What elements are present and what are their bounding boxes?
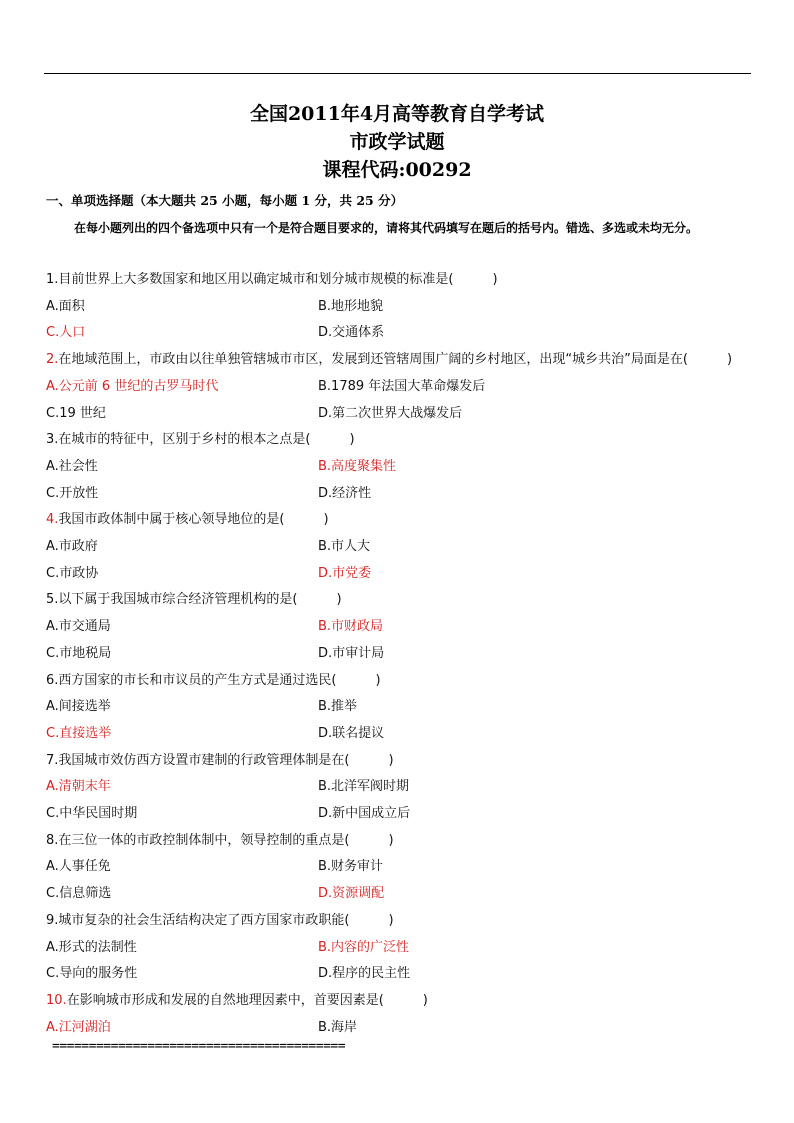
top-rule [44, 73, 751, 74]
option: B.市人大 [318, 539, 371, 554]
answer-option: D.资源调配 [318, 886, 385, 902]
question-stem: 在地域范围上，市政由以往单独管辖城市市区，发展到还管辖周围广阔的乡村地区，出现“城乡共治”局面是在( ) [58, 352, 733, 368]
option: A.面积 [46, 298, 85, 314]
question-text [46, 431, 355, 449]
question-number: 4. [46, 512, 59, 528]
question-stem: 在影响城市形成和发展的自然地理因素中，首要因素是( ) [66, 992, 428, 1008]
option: D.交通体系 [318, 325, 385, 341]
option: C.19 世纪 [46, 405, 106, 421]
option: D.第二次世界大战爆发后 [318, 405, 463, 421]
section-title: 一、单项选择题（本大题共 25 小题，每小题 1 分，共 25 分） [46, 193, 404, 208]
option: C.信息筛选 [46, 886, 112, 902]
exam-header [0, 100, 794, 184]
question-text [46, 351, 732, 369]
question-number: 2. [46, 352, 59, 368]
answer-option: B.高度聚集性 [318, 458, 397, 474]
option: D.程序的民主性 [318, 966, 411, 982]
question-text [46, 271, 498, 289]
question-number: 6. [46, 672, 59, 688]
question-stem: 在城市的特征中，区别于乡村的根本之点是( ) [58, 432, 355, 448]
question-number: 10. [46, 992, 67, 1008]
option: D.新中国成立后 [318, 806, 411, 821]
option: B.地形地貌 [318, 298, 384, 314]
option: B.财务审计 [318, 859, 384, 875]
option: A.人事任免 [46, 859, 111, 875]
question-number: 8. [46, 832, 59, 848]
option: B.海岸 [318, 1019, 358, 1035]
question-number: 1. [46, 272, 59, 287]
question-number: 7. [46, 752, 59, 768]
answer-option: A.公元前 6 世纪的古罗马时代 [46, 378, 219, 394]
option: D.市审计局 [318, 645, 385, 661]
option: C.市地税局 [46, 645, 112, 661]
answer-option: B.内容的广泛性 [318, 939, 410, 955]
question-stem: 城市复杂的社会生活结构决定了西方国家市政职能( ) [58, 912, 394, 928]
option: A.市政府 [46, 539, 98, 554]
option: C.导向的服务性 [46, 966, 138, 982]
answer-option: B.市财政局 [318, 619, 384, 635]
question-text [46, 511, 329, 529]
option: C.开放性 [46, 485, 99, 501]
option: A.形式的法制性 [46, 939, 137, 955]
section-instructions: 在每小题列出的四个备选项中只有一个是符合题目要求的，请将其代码填写在题后的括号内。错选、多选或未均无分。 [74, 221, 699, 235]
question-text [46, 832, 394, 850]
question-number: 9. [46, 912, 59, 928]
question-number: 3. [46, 432, 59, 448]
answer-option: C.人口 [46, 325, 86, 341]
question-stem: 目前世界上大多数国家和地区用以确定城市和划分城市规模的标准是( ) [58, 272, 498, 287]
option: C.中华民国时期 [46, 806, 138, 821]
option: C.市政协 [46, 565, 99, 581]
question-text [46, 672, 381, 690]
option: B.北洋军阀时期 [318, 779, 410, 795]
answer-option: A.清朝末年 [46, 779, 111, 795]
option: B.1789 年法国大革命爆发后 [318, 378, 486, 394]
answer-option: A.江河湖泊 [46, 1019, 111, 1035]
option: A.间接选举 [46, 699, 111, 715]
course-code: 课程代码:00292 [322, 159, 472, 181]
question-stem: 西方国家的市长和市议员的产生方式是通过选民( ) [58, 672, 381, 688]
question-number: 5. [46, 592, 59, 608]
footer-divider: ======================================== [52, 1039, 346, 1054]
question-text [46, 752, 394, 770]
question-text [46, 992, 428, 1010]
question-stem: 我国市政体制中属于核心领导地位的是( ) [58, 512, 329, 528]
question-stem: 在三位一体的市政控制体制中，领导控制的重点是( ) [58, 832, 394, 848]
answer-option: D.市党委 [318, 565, 372, 581]
question-stem: 我国城市效仿西方设置市建制的行政管理体制是在( ) [58, 752, 394, 768]
exam-subject: 市政学试题 [349, 131, 445, 153]
answer-option: C.直接选举 [46, 725, 112, 741]
question-text [46, 591, 342, 609]
exam-title: 全国2011年4月高等教育自学考试 [249, 103, 545, 125]
option: B.推举 [318, 699, 358, 715]
question-stem: 以下属于我国城市综合经济管理机构的是( ) [58, 592, 342, 608]
option: A.市交通局 [46, 619, 111, 635]
option: D.经济性 [318, 485, 372, 501]
question-text [46, 912, 394, 930]
option: A.社会性 [46, 458, 98, 474]
option: D.联名提议 [318, 725, 385, 741]
